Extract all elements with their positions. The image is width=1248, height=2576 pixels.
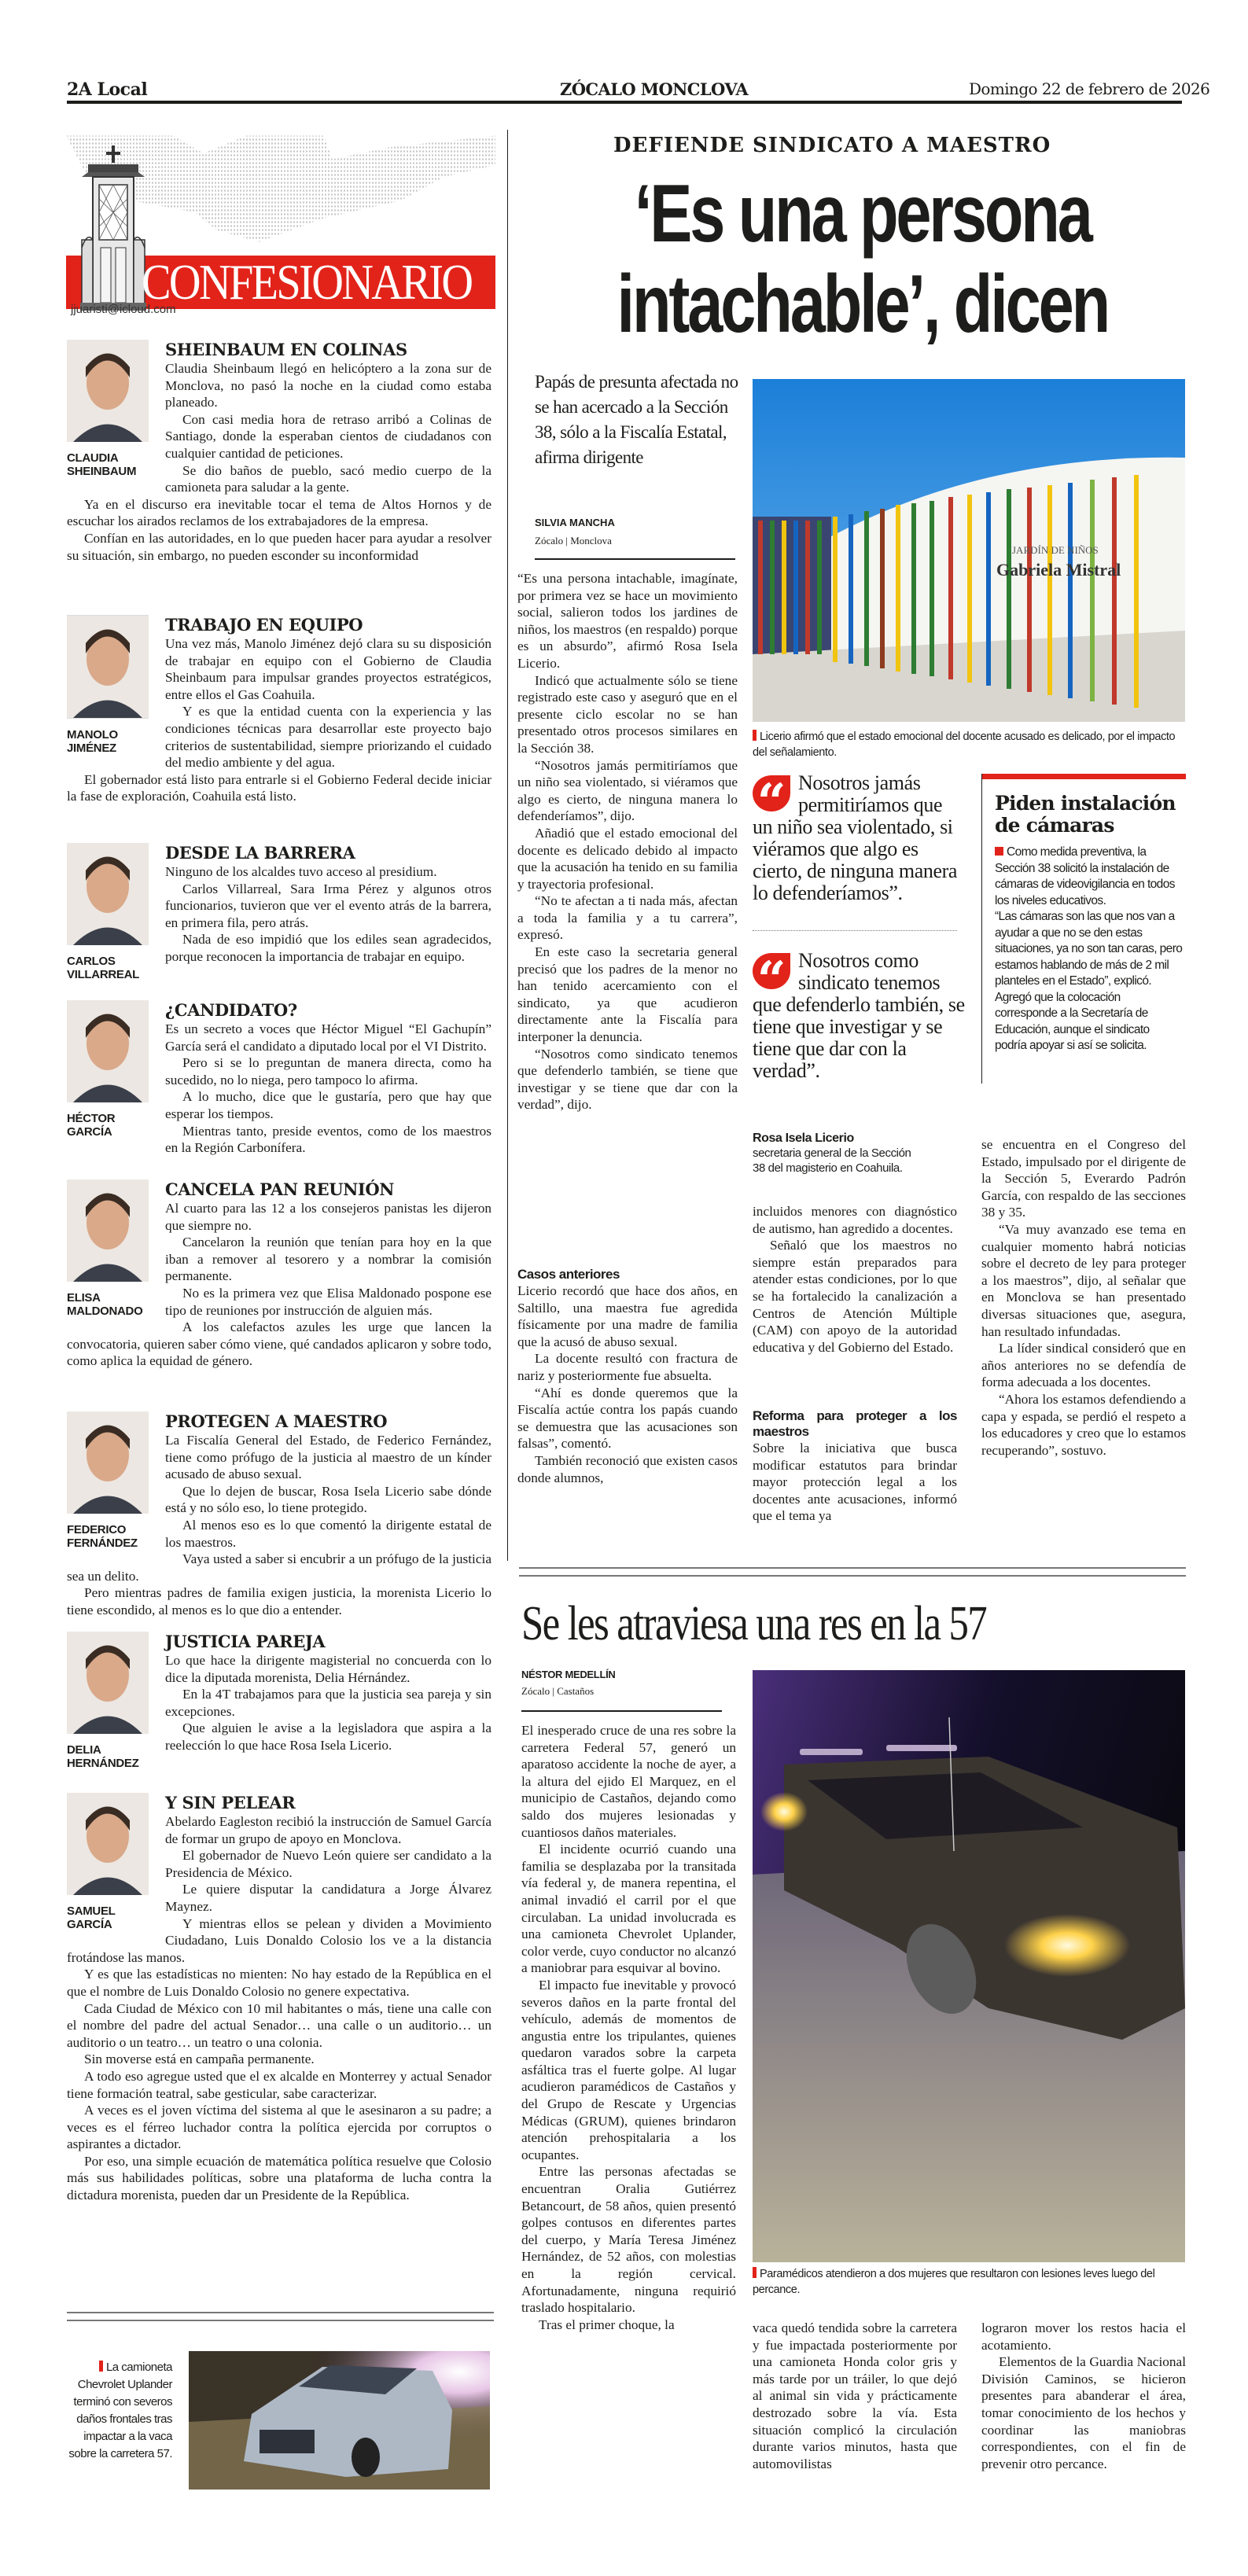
subhead-reforma: Reforma para proteger a los maestros: [753, 1408, 957, 1439]
item-heading: CANCELA PAN REUNIÓN: [165, 1179, 395, 1199]
item-body: Y SIN PELEAR Abelardo Eagleston recibió la instrucción de Samuel García de formar un grupo de apoyo en Monclova. El gobernador de Nuevo León quiere ser candidato a la Presidencia de México. Le quiere disputar la candidatura a Jorge Álvarez Maynez. Y mientras ellos se pelean y dividen a Movimiento Ciudadano, Luis Donaldo Colosio los ve a la distancia frotándose las manos. Y es que las estadísticas no mienten: No hay estado de la República en el que el nombre de Luis Donaldo Colosio no genere expectativa. Cada Ciudad de México con 10 mil habitantes o más, tiene una calle con el nombre del padre del actual Senador… una calle o un auditorio… un auditorio o un teatro… un teatro o una colonia. Sin moverse está en campaña permanente. A todo eso agregue usted que el ex alcalde en Monterrey y actual Senador tiene formación teatral, sabe gesticular, sabe caracterizar. A veces es el joven víctima del sistema al que le asesinaron a su padre; a veces es el férreo luchador contra la política ejercida por corruptos o aspirantes a dictador. Por eso, una simple ecuación de matemática política resuelve que Colosio más sus habilidades políticas, sobre una plataforma de lucha contra la dictadura morenista, pueden dar un Presidente de la República.: [67, 1793, 491, 2203]
byline-rule: [535, 558, 735, 560]
byline: SILVIA MANCHA: [535, 517, 615, 528]
story2-column-3: lograron mover los restos hacia el acotamiento. Elementos de la Guardia Nacional División Caminos, se hicieron presentes para abanderar el área, tomar conocimiento de los hechos y coordinar las maniobras correspondientes, con el fin de prevenir otro percance.: [981, 2320, 1186, 2471]
headline-line-2: intachable’, dicen: [617, 259, 1109, 350]
confessional-booth-icon: [80, 145, 146, 311]
item-heading: Y SIN PELEAR: [165, 1793, 296, 1812]
sidebar-red-bar: [982, 774, 1186, 779]
column-divider: [507, 130, 508, 1561]
byline: NÉSTOR MEDELLÍN: [521, 1669, 616, 1680]
sign-text-1: JARDÍN DE NIÑOS: [1012, 544, 1099, 556]
story1-column-3: se encuentra en el Congreso del Estado, impulsado por el dirigente de la Sección 5, Everardo Padrón García, con respaldo de las secciones 38 y 35. “Va muy avanzado ese tema en cualquier momento habrá noticias sobre el decreto de ley para proteger a los maestros”, dijo, al señalar que en Monclova se han presentado diversas situaciones que, asegura, han resultado infundadas. La líder sindical consideró que en años anteriores no se defendía de forma adecuada a los docentes. “Ahora los estamos defendiendo a capa y espada, se perdió el respeto a los educadores y creo que lo estamos recuperando”, sostuvo.: [981, 1137, 1186, 1458]
header-rule: [67, 101, 1182, 104]
sidebar-body: Como medida preventiva, la Sección 38 solicitó la instalación de cámaras de videovigilancia en todos los niveles educativos. “Las cámaras son las que nos van a ayudar a que no se den estas situaciones, ya no son tan caras, pero estamos hablando de más de 2 mil planteles en el Estado”, explicó. Agregó que la colocación corresponde a la Secretaría de Educación, aunque el sindicato podría apoyar si así se solicita.: [995, 845, 1183, 1052]
person-name: SAMUEL GARCÍA: [67, 1904, 116, 1931]
item-heading: JUSTICIA PAREJA: [165, 1632, 326, 1651]
person-name: MANOLO JIMÉNEZ: [67, 728, 118, 755]
item-body: DESDE LA BARRERA Ninguno de los alcaldes tuvo acceso al presidium. Carlos Villarreal, Sara Irma Pérez y algunos otros funcionarios, tuvieron que ver el evento atrás de la barrera, en primera fila, pero atrás. Nada de eso impidió que los ediles sean agradecidos, porque reconocen la importancia de trabajar en equipo.: [67, 843, 491, 986]
caption-marker-icon: [753, 730, 757, 741]
quote-mark-icon: “: [753, 953, 790, 989]
quote-separator: [753, 930, 957, 931]
story-headline: [519, 169, 1206, 350]
byline-rule: [521, 1710, 722, 1712]
suv-thumbnail-photo: [189, 2351, 490, 2490]
person-name: ELISA MALDONADO: [67, 1291, 143, 1318]
photo1-caption: Licerio afirmó que el estado emocional del docente acusado es delicado, por el impacto del señalamiento.: [753, 730, 1176, 759]
section-rule: [519, 1575, 1186, 1577]
photo2-caption: Paramédicos atendieron a dos mujeres que resultaron con lesiones leves luego del percance.: [753, 2268, 1155, 2296]
dateline: Zócalo | Castaños: [521, 1685, 595, 1697]
quote-mark-icon: “: [753, 775, 790, 811]
section-label: 2A Local: [67, 79, 148, 100]
story1-column-1b: Casos anteriores Licerio recordó que hace dos años, en Saltillo, una maestra fue agredida físicamente por una madre de familia que la acusó de abuso sexual. La docente resultó con fractura de nariz y posteriormente fue absuelta. “Ahí es donde queremos que la Fiscalía actúe contra los papás cuando se demuestra que las acusaciones son falsas”, comentó. También reconoció que existen casos donde alumnos,: [517, 1267, 738, 1485]
kindergarten-photo: [753, 379, 1185, 722]
item-body: JUSTICIA PAREJA Lo que hace la dirigente magisterial no concuerda con lo dice la diputada morenista, Delia Hérnández. En la 4T trabajamos para que la justicia sea pareja y sin excepciones. Que alguien le avise a la legisladora que aspira a la reelección lo que hace Rosa Isela Licerio.: [67, 1632, 491, 1775]
item-body: SHEINBAUM EN COLINAS Claudia Sheinbaum llegó en helicóptero a la zona sur de Monclova, no pasó la noche en la ciudad como estaba planeado. Con casi media hora de retraso arribó a Colinas de Santiago, donde la esperaban cientos de ciudadanos con cualquier cantidad de peticiones. Se dio baños de pueblo, sacó medio cuerpo de la camioneta para saludar a la gente. Ya en el discurso era inevitable tocar el tema de Altos Hornos y de escuchar los airados reclamos de los extrabajadores de la empresa. Confían en las autoridades, en lo que pueden hacer para ayudar a resolver su situación, sin embargo, no pueden esconder su inconformidad: [67, 340, 491, 563]
person-name: HÉCTOR GARCÍA: [67, 1112, 116, 1139]
item-heading: SHEINBAUM EN COLINAS: [165, 340, 407, 359]
story2-column-1: El inesperado cruce de una res sobre la carretera Federal 57, generó un aparatoso accidente la noche de ayer, a la altura del ejido El Marquez, en el municipio de Castaños, dejando como saldo dos mujeres lesionadas y cuantiosos daños materiales. El incidente ocurrió cuando una familia se desplazaba por la transitada vía federal y, de manera repentina, el animal invadió el carril por el que circulaban. La unidad involucrada es una camioneta Chevrolet Uplander, color verde, cuyo conductor no alcanzó a maniobrar para esquivar al bovino. El impacto fue inevitable y provocó severos daños en la parte frontal del vehículo, además de momentos de angustia entre los tripulantes, quienes quedaron varados sobre la carpeta asfáltica tras el fuerte golpe. Al lugar acudieron paramédicos de Castaños y del Grupo de Rescate y Urgencias Médicas (GRUM), quienes brindaron atención prehospitalaria a los ocupantes. Entre las personas afectadas se encuentran Oralia Gutiérrez Betancourt, de 58 años, quien presentó golpes contusos en diferentes partes del cuerpo, y María Teresa Jiménez Hernández, de 52 años, con molestias en la región cervical. Afortunadamente, ninguna requirió traslado hospitalario. Tras el primer choque, la: [521, 1723, 736, 2332]
headline-line-1: ‘Es una persona: [634, 168, 1091, 259]
thumbnail-caption: La camioneta Chevrolet Uplander terminó con severos daños frontales tras impactar a la vaca sobre la carretera 57.: [68, 2361, 172, 2460]
item-heading: DESDE LA BARRERA: [165, 843, 355, 863]
pull-quote-1: “ Nosotros jamás permitiríamos que un niño sea violentado, si viéramos que algo es cierto, de ninguna manera lo defenderíamos”.: [753, 771, 957, 904]
section-rule: [67, 2312, 494, 2313]
item-body: CANCELA PAN REUNIÓN Al cuarto para las 12 a los consejeros panistas les dijeron que siempre no. Cancelaron la reunión que tenían para hoy en la que iban a remover al tesorero y a nombrar la comisión permanente. No es la primera vez que Elisa Maldonado pospone ese tipo de reuniones por instrucción de alguien más. A los calefactos azules les urge que lancen la convocatoria, quieren saber cómo viene, qué candados aplicaron y sobre todo, como aplica la equidad de género.: [67, 1179, 491, 1369]
person-name: CARLOS VILLARREAL: [67, 955, 139, 981]
quote-attribution-role: secretaria general de la Sección 38 del magisterio en Coahuila.: [753, 1146, 911, 1175]
quote-attribution-name: Rosa Isela Licerio: [753, 1132, 854, 1145]
publication-name: ZÓCALO MONCLOVA: [560, 79, 749, 99]
person-name: FEDERICO FERNÁNDEZ: [67, 1523, 138, 1550]
story1-column-2: incluidos menores con diagnóstico de autismo, han agredido a docentes. Señaló que los maestros no siempre están preparados para atender estas condiciones, por lo que se ha fortalecido la canalización a Centros de Atención Múltiple (CAM) con apoyo de la autoridad educativa y del Gobierno del Estado.: [753, 1204, 957, 1355]
story1-column-1: “Es una persona intachable, imagínate, por primera vez se hace un movimiento social, salieron todos los jardines de niños, los maestros (en respaldo) porque es un absurdo”, afirmó Rosa Isela Licerio. Indicó que actualmente sólo se tiene registrado este caso y aseguró que en el presente ciclo escolar no se han presentado otros procesos similares en la Sección 38. “Nosotros jamás permitiríamos que un niño sea violentado, si viéramos que algo es cierto, de ninguna manera lo defenderíamos”, dijo. Añadió que el estado emocional del docente es delicado debido al impacto que la acusación ha tenido en su familia y trayectoria profesional. “No te afectan a ti nada más, afectan a toda la familia y a tu carrera”, expresó. En este caso la secretaria general precisó que los padres de la menor no han tenido acercamiento con el sindicato, ya que acudieron directamente ante la Fiscalía para interponer la denuncia. “Nosotros como sindicato tenemos que defenderlo también, se tiene que investigar y se tiene que dar con la verdad”, dijo.: [517, 571, 738, 1113]
confesionario-title: CONFESIONARIO: [142, 254, 472, 310]
item-heading: ¿CANDIDATO?: [165, 1000, 297, 1020]
person-name: DELIA HERNÁNDEZ: [67, 1743, 139, 1770]
sign-text-2: Gabriela Mistral: [996, 560, 1121, 580]
crash-night-photo: [753, 1670, 1185, 2262]
columnist-email[interactable]: jjuaristi@icloud.com: [71, 303, 176, 316]
story2-column-2: vaca quedó tendida sobre la carretera y fue impactada posteriormente por una camioneta Honda color gris y más tarde por un tráiler, lo que dejó al animal sin vida y prácticamente destrozado sobre la vía. Esta situación complicó la circulación durante varios minutos, hasta que automovilistas: [753, 2320, 957, 2471]
caption-marker-icon: [99, 2361, 103, 2372]
subhead-casos-anteriores: Casos anteriores: [517, 1267, 620, 1282]
story-deck: Papás de presunta afectada no se han acercado a la Sección 38, sólo a la Fiscalía Estatal, afirma dirigente: [535, 372, 738, 467]
sidebar-title: Piden instalación de cámaras: [995, 792, 1176, 837]
dateline: Zócalo | Monclova: [535, 535, 612, 546]
story-kicker: DEFIENDE SINDICATO A MAESTRO: [613, 134, 1051, 157]
section-rule: [67, 2320, 494, 2321]
quote-attribution: [753, 1131, 922, 1176]
item-heading: PROTEGEN A MAESTRO: [165, 1411, 388, 1431]
section-rule: [519, 1567, 1186, 1569]
item-body: TRABAJO EN EQUIPO Una vez más, Manolo Jiménez dejó clara su su disposición de trabajar en equipo con el Gobierno de Claudia Sheinbaum para impulsar grandes proyectos estratégicos, entre ellos el Gas Coahuila. Y es que la entidad cuenta con la experiencia y las condiciones técnicas para desarrollar este proyecto bajo criterios de sustentabilidad, siempre priorizando el cuidado del medio ambiente y del agua. El gobernador está listo para entrarle si el Gobierno Federal decide iniciar la fase de exploración, Coahuila está listo.: [67, 615, 491, 804]
confesionario-banner: [66, 130, 495, 309]
item-body: ¿CANDIDATO? Es un secreto a voces que Héctor Miguel “El Gachupín” García será el candidato a diputado local por el VI Distrito. Pero si se lo preguntan de manera directa, como ha sucedido, no lo niega, pero tampoco lo afirma. A lo mucho, dice que le gustaría, pero que hay que esperar los tiempos. Mientras tanto, preside eventos, como de los maestros en la Región Carbonífera.: [67, 1000, 491, 1157]
pull-quote-2: “ Nosotros como sindicato tenemos que defenderlo también, se tiene que investigar y se tiene que dar con la verdad”.: [753, 949, 965, 1082]
person-name: CLAUDIA SHEINBAUM: [67, 451, 137, 478]
sidebar-box: [981, 774, 1185, 1084]
story1-column-2b: Reforma para proteger a los maestros Sobre la iniciativa que busca modificar estatutos para brindar mayor protección legal a los docentes ante acusaciones, informó que el tema ya: [753, 1408, 957, 1524]
story2-headline: Se les atraviesa una res en la 57: [521, 1597, 987, 1650]
caption-marker-icon: [753, 2267, 757, 2278]
sidebar-marker-icon: [995, 847, 1003, 856]
item-body: PROTEGEN A MAESTRO La Fiscalía General del Estado, de Federico Fernández, tiene como prófugo de la justicia al maestro de un kínder acusado de abuso sexual. Que lo dejen de buscar, Rosa Isela Licerio sabe dónde está y no sólo eso, lo tiene protegido. Al menos eso es lo que comentó la dirigente estatal de los maestros. Vaya usted a saber si encubrir a un prófugo de la justicia sea un delito. Pero mientras padres de familia exigen justicia, la morenista Licerio lo tiene escondido, al menos es lo que dio a entender.: [67, 1411, 491, 1617]
issue-date: Domingo 22 de febrero de 2026: [969, 79, 1210, 98]
item-heading: TRABAJO EN EQUIPO: [165, 615, 363, 635]
